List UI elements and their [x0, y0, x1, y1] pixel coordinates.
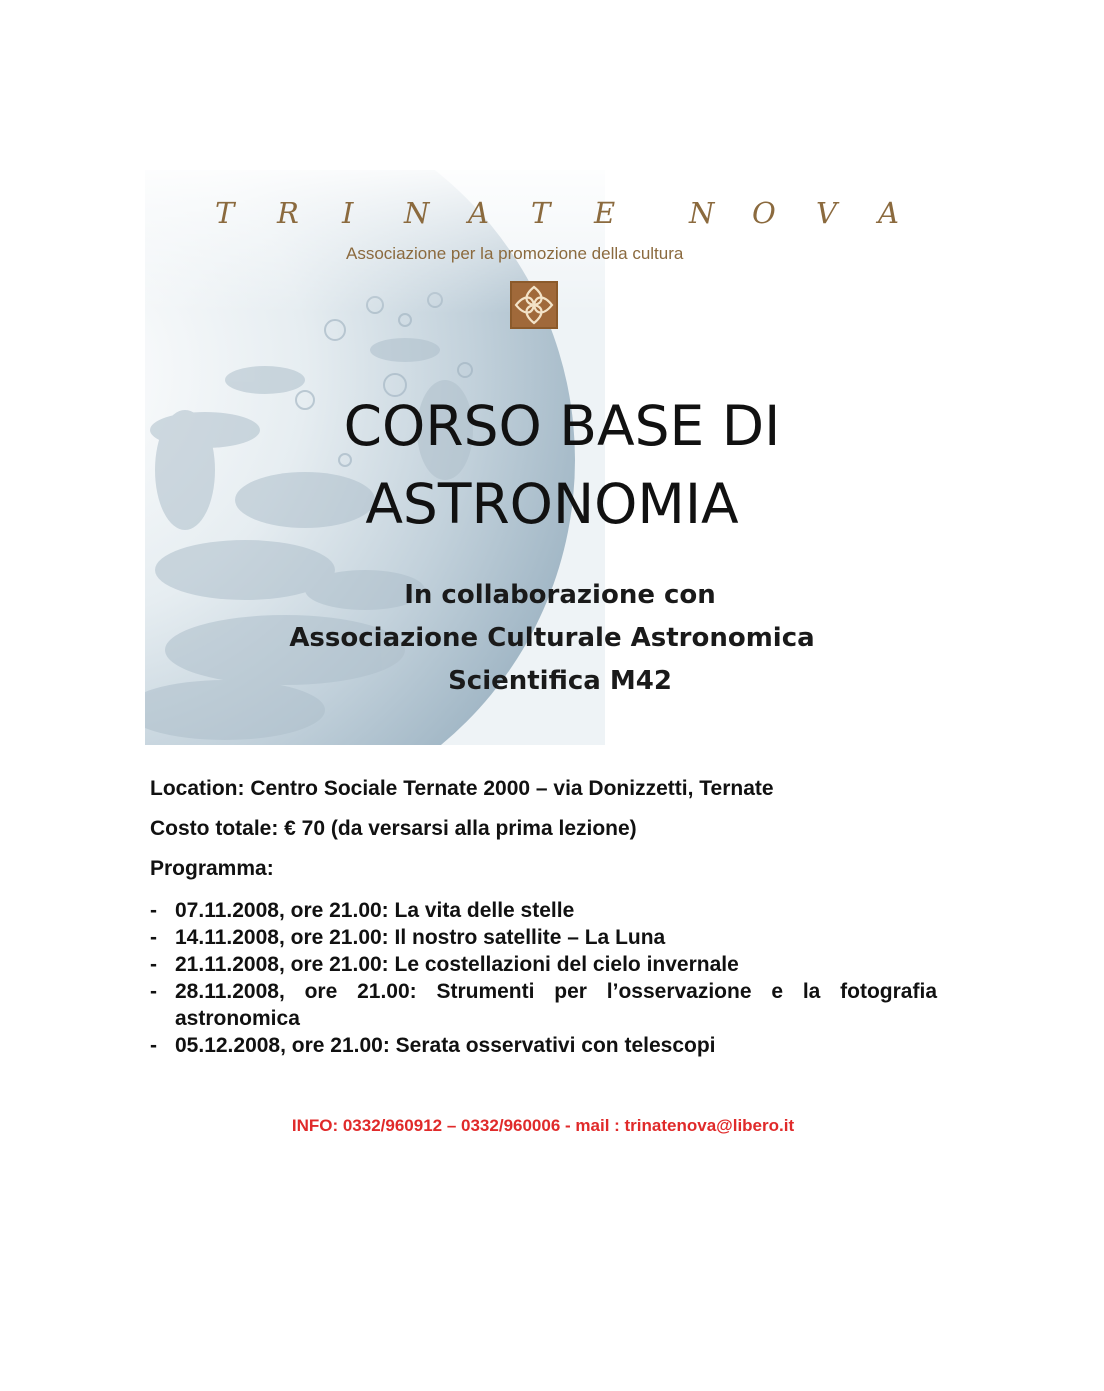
org-letter: V — [816, 196, 837, 230]
org-tagline: Associazione per la promozione della cultura — [346, 244, 684, 263]
org-letter: T — [215, 196, 235, 230]
collaboration-partner: Associazione Culturale Astronomica — [289, 623, 815, 653]
org-letter: N — [404, 196, 430, 230]
program-item — [150, 924, 950, 951]
location-text: Location: Centro Sociale Ternate 2000 – via Donizzetti, Ternate — [150, 777, 774, 800]
program-list — [150, 897, 950, 1059]
list-dash: - — [150, 899, 157, 922]
org-name — [215, 196, 915, 236]
org-letter: A — [878, 196, 899, 230]
list-dash: - — [150, 926, 157, 949]
program-item — [150, 897, 950, 924]
org-letter: T — [531, 196, 551, 230]
course-title-line-1: CORSO BASE DI — [343, 394, 781, 458]
list-dash: - — [150, 953, 157, 976]
program-item — [150, 1032, 950, 1059]
program-item-text: 21.11.2008, ore 21.00: Le costellazioni del cielo invernale — [175, 953, 739, 976]
collaboration-intro: In collaborazione con — [404, 580, 716, 610]
org-letter: A — [468, 196, 489, 230]
contact-info: INFO: 0332/960912 – 0332/960006 - mail : trinatenova@libero.it — [291, 1116, 795, 1135]
list-dash: - — [150, 1034, 157, 1057]
program-item-text: 05.12.2008, ore 21.00: Serata osservativi con telescopi — [175, 1034, 716, 1057]
org-letter: R — [277, 196, 299, 230]
association-logo-icon — [510, 281, 558, 329]
collaboration-partner-name: Scientifica M42 — [448, 666, 672, 696]
org-letter: E — [594, 196, 616, 230]
org-letter: O — [752, 196, 776, 230]
cost-text: Costo totale: € 70 (da versarsi alla prima lezione) — [150, 817, 637, 840]
program-item-text: 28.11.2008, ore 21.00: Strumenti per l’osservazione e la fotografia astronomica — [175, 980, 937, 1030]
program-heading: Programma: — [150, 857, 274, 880]
program-item-text: 07.11.2008, ore 21.00: La vita delle stelle — [175, 899, 575, 922]
org-letter: N — [689, 196, 715, 230]
list-dash: - — [150, 980, 157, 1003]
program-item — [150, 951, 950, 978]
program-item-text: 14.11.2008, ore 21.00: Il nostro satellite – La Luna — [175, 926, 666, 949]
org-letter: I — [342, 196, 354, 230]
program-item — [150, 978, 950, 1032]
course-title-line-2: ASTRONOMIA — [365, 472, 739, 536]
